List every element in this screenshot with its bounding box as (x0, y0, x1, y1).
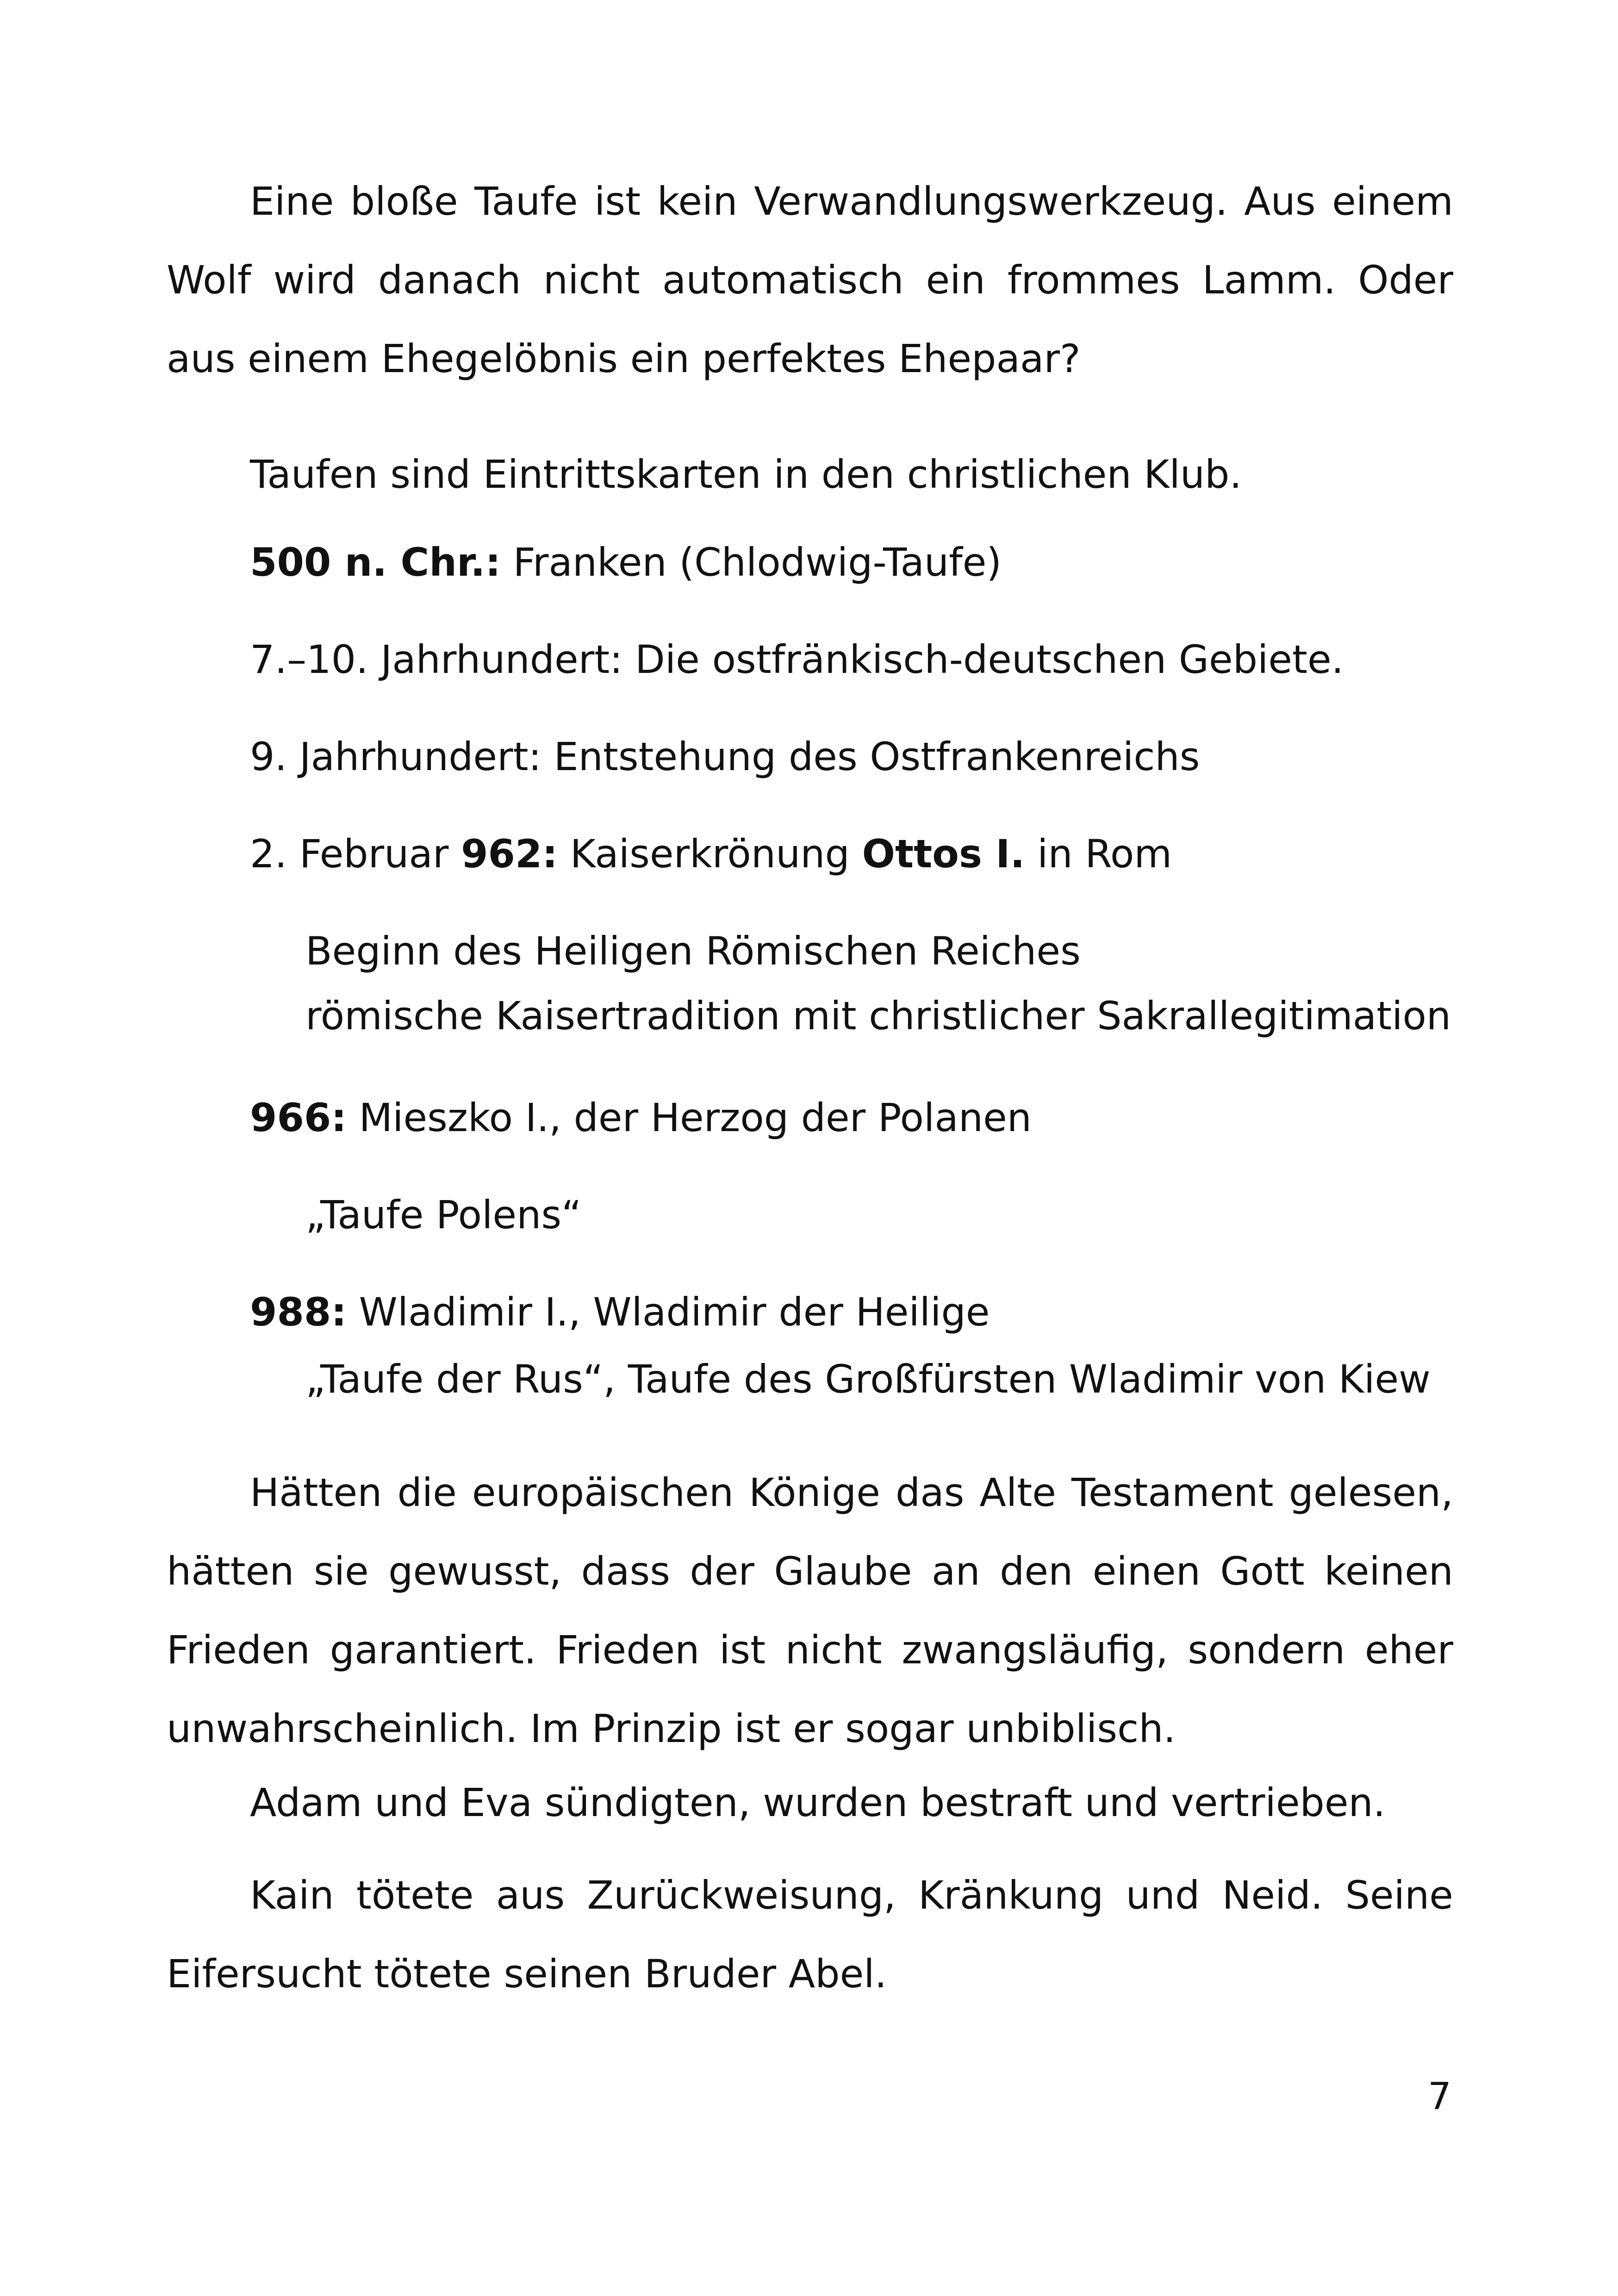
timeline-entry-966 (250, 1083, 1453, 1152)
timeline-text: 2. Februar (250, 831, 461, 877)
page-number: 7 (1428, 2075, 1451, 2118)
timeline-text: Mieszko I., der Herzog der Polanen (346, 1095, 1032, 1140)
timeline-subline: „Taufe Polens“ (305, 1192, 582, 1238)
timeline-date: 988: (250, 1289, 347, 1335)
timeline-entry-500 (250, 528, 1453, 597)
book-page (167, 0, 1453, 2296)
timeline-date: 962: (461, 831, 558, 877)
timeline-entry-9-century: 9. Jahrhundert: Entstehung des Ostfrankenreichs (250, 734, 1200, 779)
timeline-text: Kaiserkrönung (558, 831, 862, 877)
timeline-date: 500 n. Chr.: (250, 540, 501, 585)
timeline-entry-962 (250, 819, 1453, 889)
timeline-entry-988 (250, 1277, 1453, 1347)
paragraph-kain-abel: Kain tötete aus Zurückweisung, Kränkung und Neid. Seine Eifersucht tötete seinen Bruder Abel. (167, 1873, 1453, 1997)
paragraph-baptism-tickets: Taufen sind Eintrittskarten in den christlichen Klub. (250, 452, 1242, 497)
paragraph-baptism-transformation: Eine bloße Taufe ist kein Verwandlungswerkzeug. Aus einem Wolf wird danach nicht automatisch ein frommes Lamm. Oder aus einem Ehegelöbnis ein perfektes Ehepaar? (167, 179, 1453, 381)
timeline-text: in Rom (1025, 831, 1172, 877)
timeline-text: Franken (Chlodwig-Taufe) (500, 540, 1002, 585)
timeline-subline: Beginn des Heiligen Römischen Reiches (305, 928, 1081, 974)
timeline-person: Ottos I. (862, 831, 1025, 877)
paragraph-adam-eva: Adam und Eva sündigten, wurden bestraft und vertrieben. (250, 1780, 1386, 1825)
timeline-subline: römische Kaisertradition mit christlicher Sakrallegitimation (305, 993, 1451, 1039)
paragraph-old-testament: Hätten die europäischen Könige das Alte Testament gelesen, hätten sie gewusst, dass der Glaube an den einen Gott keinen Frieden garantiert. Frieden ist nicht zwangsläufig, sondern eher unwahrscheinlich. Im Prinzip ist er sogar unbiblisch. (167, 1470, 1453, 1751)
timeline-text: Wladimir I., Wladimir der Heilige (346, 1289, 990, 1335)
timeline-entry-7-10-century: 7.–10. Jahrhundert: Die ostfränkisch-deutschen Gebiete. (250, 637, 1344, 682)
timeline-subline: „Taufe der Rus“, Taufe des Großfürsten Wladimir von Kiew (305, 1356, 1431, 1402)
timeline-date: 966: (250, 1095, 347, 1140)
